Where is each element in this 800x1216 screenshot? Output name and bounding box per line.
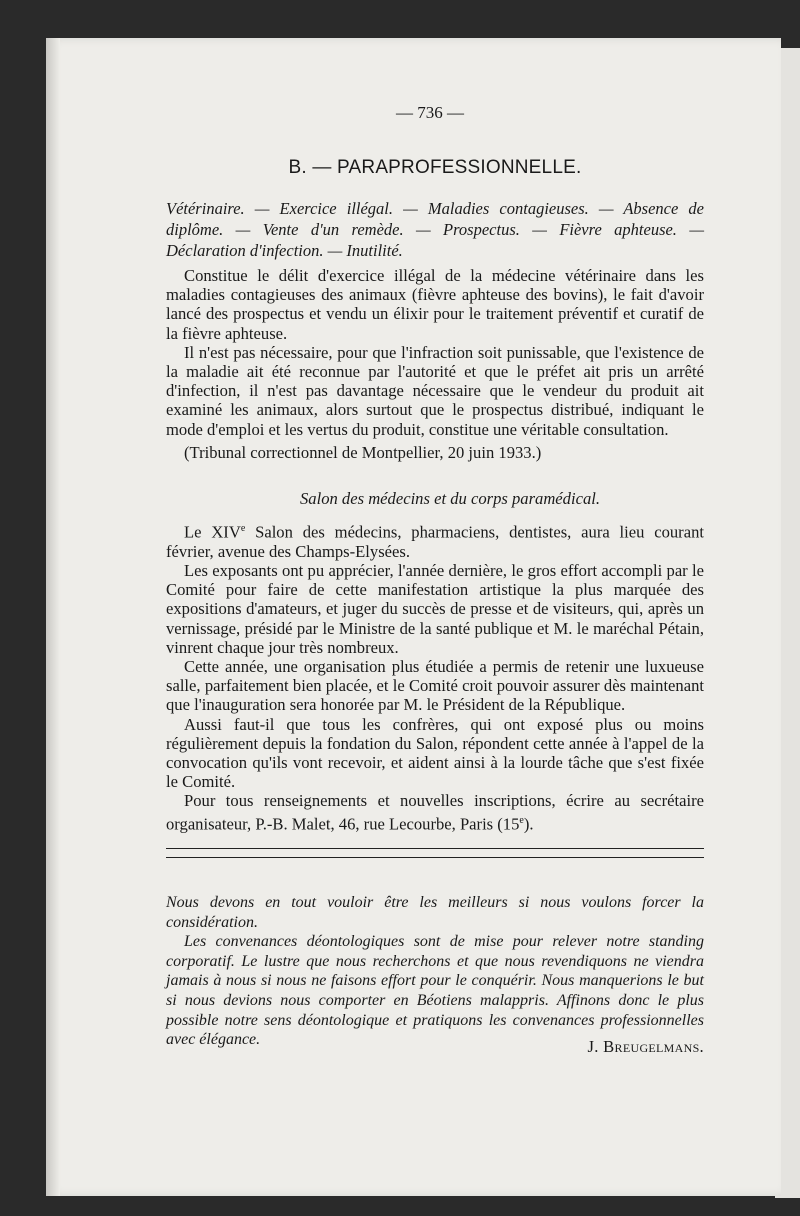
salon-paragraph: Pour tous renseignements et nouvelles inscriptions, écrire au secrétaire organisateur, P.-B. Malet, 46, rue Lecourbe, Paris (15e). [166, 791, 704, 834]
closing-quote [166, 893, 704, 1050]
page-number: — 736 — [396, 103, 464, 122]
quote-paragraph: Les convenances déontologiques sont de mise pour relever notre standing corporatif. Le lustre que nous recherchons et que nous revendiquons ne viendra jamais à nous si nous ne faisons effort pour le conquérir. Nous manquerions le but si nous devions nous comporter en Béotiens malappris. Affinons donc le plus possible notre sens déontologique et pratiquons les convenances professionnelles avec élégance. [166, 933, 704, 1049]
divider-line [166, 848, 704, 849]
salon-text [166, 519, 704, 833]
salon-paragraph: Cette année, une organisation plus étudiée a permis de retenir une luxueuse salle, parfaitement bien placée, et le Comité croit pouvoir assurer dès maintenant que l'inauguration sera honorée par M. le Président de la République. [166, 656, 704, 715]
signature: J. Breugelmans. [587, 1037, 704, 1056]
court-citation: (Tribunal correctionnel de Montpellier, 20 juin 1933.) [184, 442, 542, 462]
salon-heading: Salon des médecins et du corps paramédical. [299, 489, 601, 508]
salon-paragraph: Aussi faut-il que tous les confrères, qui ont exposé plus ou moins régulièrement depuis la fondation du Salon, répondent cette année à l'appel de la convocation qu'ils vont recevoir, et aident ainsi à la lourde tâche que s'est fixée le Comité. [166, 714, 704, 792]
ruling-text [166, 266, 704, 463]
salon-paragraph: Le XIVe Salon des médecins, pharmaciens, dentistes, aura lieu courant février, avenue des Champs-Elysées. [166, 522, 704, 561]
section-title: B. — PARAPROFESSIONNELLE. [288, 157, 582, 178]
salon-paragraph: Les exposants ont pu apprécier, l'année dernière, le gros effort accompli par le Comité pour faire de cette manifestation artistique la plus marquée des expositions d'amateurs, et juger du succès de presse et de visiteurs, qui, après un vernissage, présidé par le Ministre de la santé publique et M. le maréchal Pétain, vinrent chaque jour très nombreux. [166, 560, 704, 657]
quote-paragraph: Nous devons en tout vouloir être les meilleurs si nous voulons forcer la considération. [166, 894, 704, 931]
ruling-paragraph: Constitue le délit d'exercice illégal de la médecine vétérinaire dans les maladies contagieuses des animaux (fièvre aphteuse des bovins), le fait d'avoir lancé des prospectus et vendu un élixir pour le traitement préventif et curatif de la fièvre aphteuse. [166, 266, 704, 343]
page-binding-shadow [46, 38, 60, 1196]
divider-line [166, 857, 704, 858]
keywords-summary: Vétérinaire. — Exercice illégal. — Maladies contagieuses. — Absence de diplôme. — Vente d'un remède. — Prospectus. — Fièvre aphteuse. — Déclaration d'infection. — Inutilité. [166, 199, 704, 260]
ruling-paragraph: Il n'est pas nécessaire, pour que l'infraction soit punissable, que l'existence de la maladie ait été reconnue par l'autorité et que le préfet ait pris un arrêté d'infection, il n'est pas davantage nécessaire que le vendeur du produit ait examiné les animaux, alors surtout que le prospectus distribué, indiquant le mode d'emploi et les vertus du produit, constitue une véritable consultation. [166, 342, 704, 439]
